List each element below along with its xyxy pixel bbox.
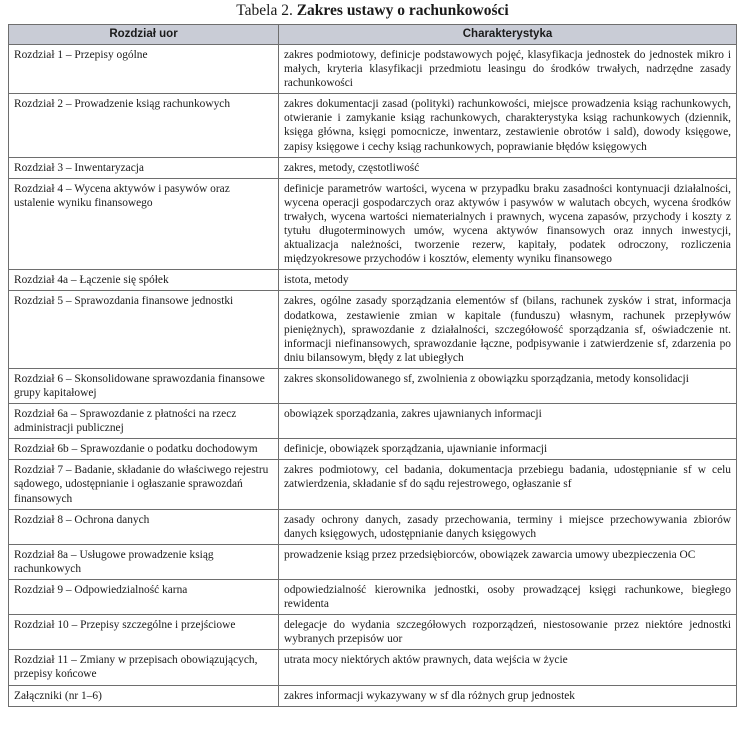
description-cell: zakres, ogólne zasady sporządzania elementów sf (bilans, rachunek zysków i strat, informacja dodatkowa, zestawienie zmian w kapitale (funduszu) własnym, rachunek przepływów pieniężnych), sprawozdanie z działalności, szczegółowość sporządzania sf, oświadczenie nt. informacji niefinansowych, sprawozdanie łączne, podpisywanie i zatwierdzenie sf, zdarzenia po dniu bilansowym, błędy z lat ubiegłych: [279, 291, 737, 368]
table-row: [9, 291, 737, 368]
description-cell: utrata mocy niektórych aktów prawnych, data wejścia w życie: [279, 650, 737, 685]
description-cell: zakres informacji wykazywany w sf dla różnych grup jednostek: [279, 685, 737, 706]
table-row: [9, 94, 737, 157]
header-description: Charakterystyka: [279, 25, 737, 45]
table-row: [9, 580, 737, 615]
chapter-cell: Rozdział 5 – Sprawozdania finansowe jednostki: [9, 291, 279, 368]
description-cell: zakres dokumentacji zasad (polityki) rachunkowości, miejsce prowadzenia ksiąg rachunkowych, otwieranie i zamykanie ksiąg rachunkowych, charakterystyka ksiąg rachunkowych (dziennik, księga główna, księgi pomocnicze, inwentarz, zestawienie obrotów i sald), dowody księgowe, zapisy księgowe i cechy ksiąg rachunkowych, poprawianie błędów księgowych: [279, 94, 737, 157]
chapter-cell: Rozdział 2 – Prowadzenie ksiąg rachunkowych: [9, 94, 279, 157]
chapter-cell: Rozdział 6b – Sprawozdanie o podatku dochodowym: [9, 439, 279, 460]
header-row: [9, 25, 737, 45]
header-chapter: Rozdział uor: [9, 25, 279, 45]
description-cell: zasady ochrony danych, zasady przechowania, terminy i miejsce przechowywania zbiorów danych księgowych, udostępnianie danych księgowych: [279, 509, 737, 544]
chapter-cell: Rozdział 9 – Odpowiedzialność karna: [9, 580, 279, 615]
chapter-cell: Rozdział 6a – Sprawozdanie z płatności na rzecz administracji publicznej: [9, 404, 279, 439]
chapter-cell: Rozdział 8 – Ochrona danych: [9, 509, 279, 544]
chapter-cell: Rozdział 4 – Wycena aktywów i pasywów oraz ustalenie wyniku finansowego: [9, 178, 279, 270]
chapter-cell: Rozdział 8a – Usługowe prowadzenie ksiąg rachunkowych: [9, 544, 279, 579]
chapter-cell: Rozdział 10 – Przepisy szczególne i przejściowe: [9, 615, 279, 650]
caption-title: Zakres ustawy o rachunkowości: [296, 2, 509, 19]
description-cell: prowadzenie ksiąg przez przedsiębiorców, obowiązek zawarcia umowy ubezpieczenia OC: [279, 544, 737, 579]
caption-prefix: Tabela 2.: [236, 2, 293, 19]
table-row: [9, 685, 737, 706]
chapter-cell: Rozdział 1 – Przepisy ogólne: [9, 45, 279, 94]
table-row: [9, 368, 737, 403]
description-cell: istota, metody: [279, 270, 737, 291]
chapter-cell: Załączniki (nr 1–6): [9, 685, 279, 706]
description-cell: zakres, metody, częstotliwość: [279, 157, 737, 178]
table-caption: [0, 0, 745, 24]
description-cell: definicje parametrów wartości, wycena w przypadku braku zasadności kontynuacji działalności, wycena operacji gospodarczych oraz aktywów i pasywów w walutach obcych, wycena środków trwałych, wycena wartości niematerialnych i prawnych, wycena zapasów, przychody i koszty z tytułu długoterminowych umów, wycena aktywów finansowych oraz innych inwestycji, aktualizacja należności, tworzenie rezerw, kapitały, podatek odroczony, rozliczenia międzyokresowe przychodów i kosztów, elementy wyniku finansowego: [279, 178, 737, 270]
table-row: [9, 650, 737, 685]
description-cell: zakres podmiotowy, definicje podstawowych pojęć, klasyfikacja jednostek do jednostek mikro i małych, kryteria klasyfikacji przedmiotu leasingu do środków trwałych, nadrzędne zasady rachunkowości: [279, 45, 737, 94]
scope-table: [8, 24, 737, 707]
description-cell: zakres podmiotowy, cel badania, dokumentacja przebiegu badania, udostępnianie sf w celu zatwierdzenia, składanie sf do sądu rejestrowego, ogłaszanie sf: [279, 460, 737, 509]
chapter-cell: Rozdział 7 – Badanie, składanie do właściwego rejestru sądowego, udostępnianie i ogłaszanie sprawozdań finansowych: [9, 460, 279, 509]
description-cell: zakres skonsolidowanego sf, zwolnienia z obowiązku sporządzania, metody konsolidacji: [279, 368, 737, 403]
table-row: [9, 509, 737, 544]
table-row: [9, 45, 737, 94]
description-cell: delegacje do wydania szczegółowych rozporządzeń, niestosowanie przez niektóre jednostki wybranych przepisów uor: [279, 615, 737, 650]
table-row: [9, 178, 737, 270]
table-row: [9, 404, 737, 439]
table-row: [9, 439, 737, 460]
table-row: [9, 615, 737, 650]
chapter-cell: Rozdział 6 – Skonsolidowane sprawozdania finansowe grupy kapitałowej: [9, 368, 279, 403]
table-row: [9, 460, 737, 509]
chapter-cell: Rozdział 11 – Zmiany w przepisach obowiązujących, przepisy końcowe: [9, 650, 279, 685]
chapter-cell: Rozdział 4a – Łączenie się spółek: [9, 270, 279, 291]
table-row: [9, 544, 737, 579]
table-row: [9, 270, 737, 291]
description-cell: obowiązek sporządzania, zakres ujawnianych informacji: [279, 404, 737, 439]
description-cell: definicje, obowiązek sporządzania, ujawnianie informacji: [279, 439, 737, 460]
description-cell: odpowiedzialność kierownika jednostki, osoby prowadzącej księgi rachunkowe, biegłego rewidenta: [279, 580, 737, 615]
table-row: [9, 157, 737, 178]
chapter-cell: Rozdział 3 – Inwentaryzacja: [9, 157, 279, 178]
